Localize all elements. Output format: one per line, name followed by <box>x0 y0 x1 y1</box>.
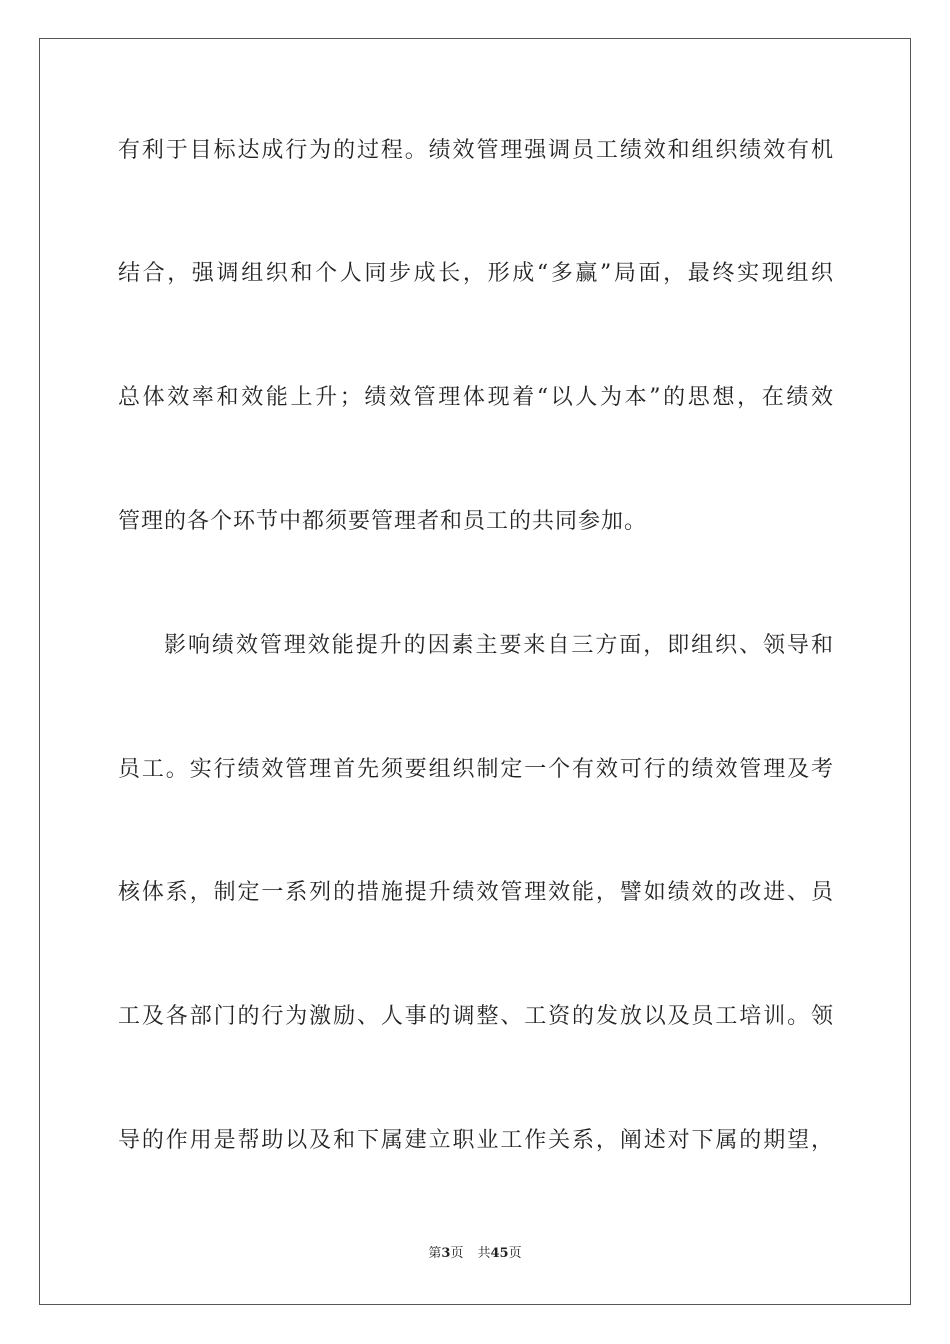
paragraph-line: 员工。实行绩效管理首先须要组织制定一个有效可行的绩效管理及考 <box>118 757 834 782</box>
page-unit: 页 <box>450 1246 464 1261</box>
total-unit: 页 <box>508 1246 522 1261</box>
total-prefix: 共 <box>477 1246 491 1261</box>
paragraph-line: 导的作用是帮助以及和下属建立职业工作关系，阐述对下属的期望， <box>118 1128 834 1153</box>
page-border <box>39 38 911 1305</box>
page-footer <box>0 1245 950 1263</box>
current-page-number: 3 <box>441 1246 451 1261</box>
paragraph-line: 工及各部门的行为激励、人事的调整、工资的发放以及员工培训。领 <box>118 1004 834 1029</box>
paragraph-line: 核体系，制定一系列的措施提升绩效管理效能，譬如绩效的改进、员 <box>118 880 834 905</box>
paragraph-line: 有利于目标达成行为的过程。绩效管理强调员工绩效和组织绩效有机 <box>118 138 834 163</box>
paragraph-line: 结合，强调组织和个人同步成长，形成“多赢”局面，最终实现组织 <box>118 261 834 286</box>
paragraph-line: 影响绩效管理效能提升的因素主要来自三方面，即组织、领导和 <box>164 633 834 658</box>
paragraph-line: 总体效率和效能上升；绩效管理体现着“以人为本”的思想，在绩效 <box>118 385 834 410</box>
page-prefix: 第 <box>428 1246 442 1261</box>
total-page-count: 45 <box>490 1246 509 1261</box>
paragraph-line: 管理的各个环节中都须要管理者和员工的共同参加。 <box>118 509 648 534</box>
